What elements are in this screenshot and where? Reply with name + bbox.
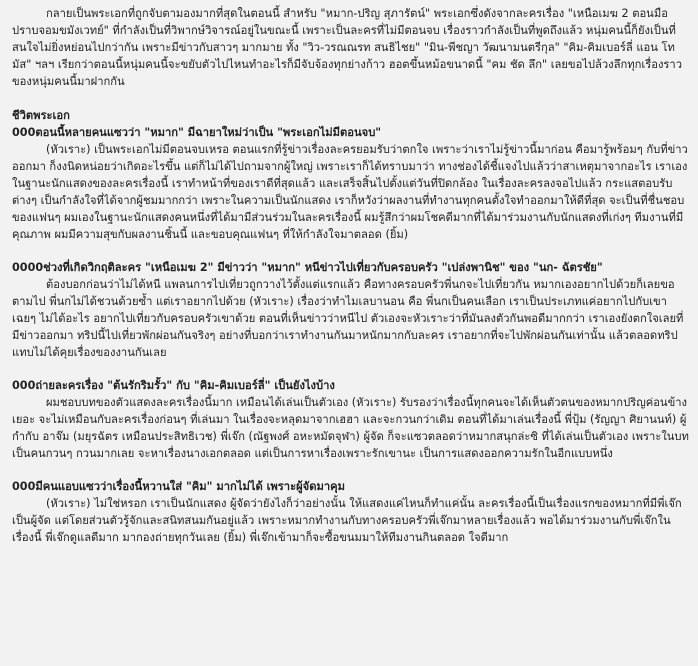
spacer [12,90,690,107]
qa-question-3: 000ถ่ายละครเรื่อง "ต้นรักริมรั้ว" กับ "คิม-คิมเบอร์ลี่" เป็นยังไงบ้าง [12,379,335,392]
qa-question-2: 0000ช่วงที่เกิดวิกฤติละคร "เหนือเมฆ 2" มีข่าวว่า "หมาก" หนีข่าวไปเที่ยวกับครอบครัว "เปล่งพานิช" ของ "นก- ฉัตรชัย" [12,261,603,274]
qa-answer-3: ผมชอบบทของตัวแสดงละครเรื่องนี้มาก เหมือนได้เล่นเป็นตัวเอง (หัวเราะ) รับรองว่าเรื่องนี้ทุกคนจะได้เห็นตัวตนของหมากปริญค่อนข้างเยอะ จะไม่เหมือนกับละครเรื่องก่อนๆ ที่เล่นมา ในเรื่องจะหลุดมาจากเฮฮา และจะกวนกว่าเดิม ตอนที่ได้มาเล่นเรื่องนี้ พี่ปุ้ม (รัญญา ศิยานนท์) ผู้กำกับ อาจ๊ม (มยุรฉัตร เหมือนประสิทธิเวช) พี่เจ๊ก (ณัฐพงศ์ อหะหมัดจุฬา) ผู้จัด ก็จะแซวตลอดว่าหมากสนุกล่ะซิ ที่ได้เล่นเป็นตัวเอง เพราะในบทเป็นคนกวนๆ กวนมากเลย จะหาเรื่องนางเอกตลอด แต่เป็นการหาเรื่องเพราะรักเขานะ เป็นการแสดงออกความรักในอีกแบบหนึ่ง [12,396,689,460]
qa-answer-1: (หัวเราะ) เป็นพระเอกไม่มีตอนจบเหรอ ตอนแรกที่รู้ข่าวเรื่องละครยอมรับว่าตกใจ เพราะว่าเราไม่รู้ข่าวนี้มาก่อน คือมารู้พร้อมๆ กับที่ข่าวออกมา ก็งงนิดหน่อยว่าเกิดอะไรขึ้น แต่ก็ไม่ได้ไปถามจากผู้ใหญ่ เพราะเราก็ได้ทราบมาว่า ทางช่องได้ชี้แจงไปแล้วว่าสาเหตุมาจากอะไร เราเองในฐานะนักแสดงของละครเรื่องนี้ เราทำหน้าที่ของเราดีที่สุดแล้ว และเสร็จสิ้นไปตั้งแต่วันที่ปิดกล้อง ในเรื่องละครลงจอไปแล้ว กระแสตอบรับต่างๆ เป็นกำลังใจที่ได้จากผู้ชมมากกว่า เพราะในความเป็นนักแสดง เราก็หวังว่าผลงานที่ทำงานทุกคนตั้งใจทำออกมาให้ดีที่สุด จะเป็นที่ชื่นชอบของแฟนๆ ผมเองในฐานะนักแสดงคนหนึ่งที่ได้มามีส่วนร่วมในละครเรื่องนี้ ผมรู้สึกว่าผมโชคดีมากที่ได้มาร่วมงานกับนักแสดงที่เก่งๆ ทีมงานที่มีคุณภาพ ผมมีความสุขกับผลงานชิ้นนี้ และขอบคุณแฟนๆ ที่ให้กำลังใจมาตลอด (ยิ้ม) [12,143,688,241]
spacer [12,243,690,259]
spacer [12,462,690,478]
qa-answer-4: (หัวเราะ) ไม่ใช่หรอก เราเป็นนักแสดง ผู้จัดว่ายังไงก็ว่าอย่างนั้น ให้แสดงแค่ไหนก็ทำแค่นั้น ละครเรื่องนี้เป็นเรื่องแรกของหมากที่มีพี่เจ๊กเป็นผู้จัด แต่โดยส่วนตัวรู้จักและสนิทสนมกันอยู่แล้ว เพราะหมากทำงานกับทางครอบครัวพี่เจ๊กมาหลายเรื่องแล้ว พอได้มาร่วมงานกับพี่เจ๊กในเรื่องนี้ พี่เจ๊กดูแลดีมาก มากองถ่ายทุกวันเลย (ยิ้ม) พี่เจ๊กเข้ามาก็จะซื้อขนมมาให้ทีมงานกินตลอด ใจดีมาก [12,497,682,544]
qa-question-4: 000มีคนแอบแซวว่าเรื่องนี้หวานใส่ "คิม" มากไม่ได้ เพราะผู้จัดมาคุม [12,480,345,493]
qa-question-1: 000ตอนนี้หลายคนแซวว่า "หมาก" มีฉายาใหม่ว่าเป็น "พระเอกไม่มีตอนจบ" [12,126,382,139]
spacer [12,361,690,377]
section-title-life: ชีวิตพระเอก [12,109,70,122]
qa-answer-2: ต้องบอกก่อนว่าไม่ได้หนี แพลนการไปเที่ยวถูกวางไว้ตั้งแต่แรกแล้ว คือทางครอบครัวพี่นกจะไปเที่ยวกัน หมากเองอยากไปด้วยก็เลยขอตามไป พี่นกไม่ได้ชวนด้วยซ้ำ แต่เราอยากไปด้วย (หัวเราะ) เรื่องว่าทำไมเลบานอน คือ พี่นกเป็นคนเลือก เราเป็นประเภทแค่อยากไปกับเขาเฉยๆ ไม่ได้อะไร อยากไปเที่ยวกับครอบครัวเขาด้วย ตอนที่เห็นข่าวว่าหนีไป ตัวเองจะหัวเราะว่าที่มันลงตัวกันพอดีมากกว่า เราเองยังตกใจเลยที่มีข่าวออกมา ทริปนี้ไปเที่ยวพักผ่อนกันจริงๆ อย่างที่บอกว่าเราทำงานกันมาหนักมากกับละคร เราอยากที่จะไปพักผ่อนกันเท่านั้น แล้วตลอดทริปแทบไม่ได้คุยเรื่องของงานกันเลย [12,278,684,359]
intro-paragraph: กลายเป็นพระเอกที่ถูกจับตามองมากที่สุดในตอนนี้ สำหรับ "หมาก-ปริญ สุภารัตน์" พระเอกซึ่งดังจากละครเรื่อง "เหนือเมฆ 2 ตอนมือปราบจอมขมังเวทย์" ที่กำลังเป็นที่วิพากษ์วิจารณ์อยู่ในขณะนี้ เพราะเป็นละครที่ไม่มีตอนจบ เรื่องราวกำลังเป็นที่พูดถึงแล้ว หนุ่มคนนี้ก็ยังเป็นที่สนใจไม่ยิ่งหย่อนไปกว่ากัน เพราะมีข่าวกับสาวๆ มากมาย ทั้ง "วิว-วรณณรท สนธิไชย" "มิน-พีชญา วัฒนามนตรีกุล" "คิม-คิมเบอร์ลี่ แอน โทมัส" ฯลฯ เรียกว่าตอนนี้หนุ่มคนนี้จะขยับตัวไปไหนทำอะไรก็มีจับจ้องทุกย่างก้าว ฮอตขึ้นหม้อขนาดนี้ "คม ชัด ลึก" เลยขอไปล้วงลึกทุกเรื่องราวของหนุ่มคนนี้มาฝากกัน [12,7,682,88]
